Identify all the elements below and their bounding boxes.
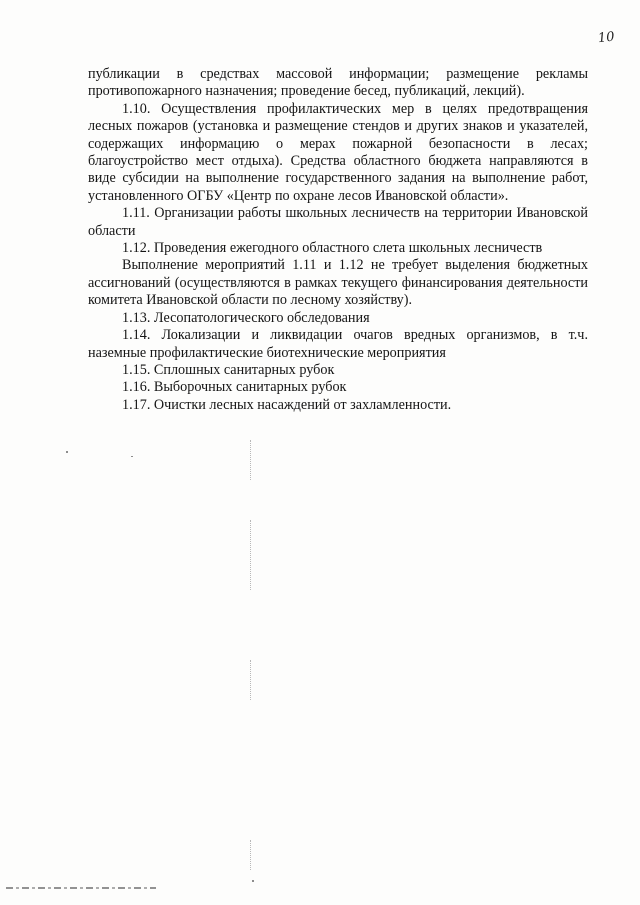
paragraph-item-1-17: 1.17. Очистки лесных насаждений от захламленности. [122,396,452,413]
paragraph-item-1-11: 1.11. Организации работы школьных лесничеств на территории Ивановской области [88,205,588,239]
paragraph-item-1-10: 1.10. Осуществления профилактических мер в целях предотвращения лесных пожаров (установка и размещение стендов и других знаков и указателей, содержащих информацию о мерах пожарной безопасности в лесах; благоустройство мест отдыха). Средства областного бюджета направляются в виде субсидии на выполнение государственного задания на выполнение работ, установленного ОГБУ «Центр по охране лесов Ивановской области». [88,100,588,204]
scan-edge-smudge [6,887,156,889]
scan-artifact-dots [250,840,252,870]
paragraph-item-1-14: 1.14. Локализации и ликвидации очагов вредных организмов, в т.ч. наземные профилактические биотехнические мероприятия [88,327,588,361]
paragraph-continuation: публикации в средствах массовой информации; размещение рекламы противопожарного назначения; проведение бесед, публикаций, лекций). [88,66,588,100]
paragraph-item-1-15: 1.15. Сплошных санитарных рубок [122,361,335,378]
paragraph-budget-note: Выполнение мероприятий 1.11 и 1.12 не требует выделения бюджетных ассигнований (осуществляются в рамках текущего финансирования деятельности комитета Ивановской области по лесному хозяйству). [88,257,588,309]
scan-artifact-dots [250,440,252,480]
scan-speck [131,456,133,457]
scan-speck [252,880,254,882]
scan-speck [66,451,68,453]
page-number: 10 [597,29,616,47]
paragraph-item-1-12: 1.12. Проведения ежегодного областного слета школьных лесничеств [122,240,543,257]
paragraph-item-1-13: 1.13. Лесопатологического обследования [122,309,370,326]
scan-artifact-dots [250,520,252,590]
document-body [88,66,588,414]
paragraph-item-1-16: 1.16. Выборочных санитарных рубок [122,379,347,396]
scan-artifact-dots [250,660,252,700]
